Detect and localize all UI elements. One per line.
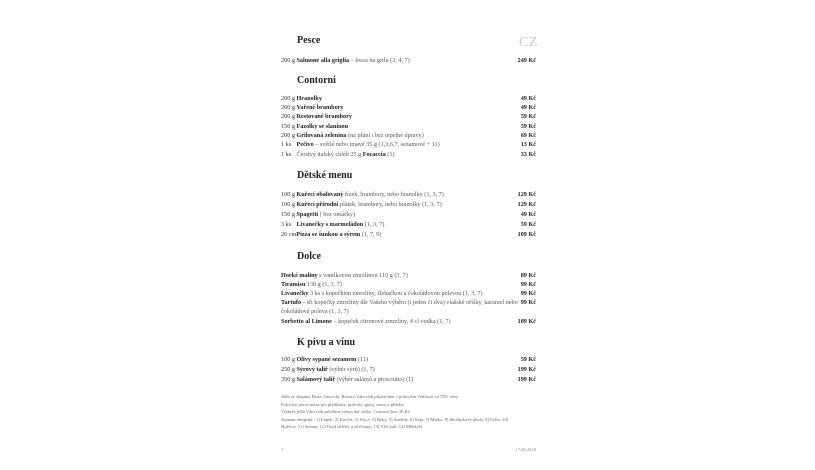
item-desc: (1, 7, 9) — [360, 231, 382, 238]
item-price: 69 Kč — [520, 132, 536, 139]
item-price: 33 Kč — [520, 151, 536, 158]
menu-item — [281, 190, 536, 199]
section-title-contorni: Contorni — [297, 75, 336, 86]
item-name: Lívanečky s marmeládou — [296, 221, 364, 228]
menu-item — [281, 94, 536, 103]
item-name: Pizza se šunkou a sýrem — [296, 231, 361, 238]
page-date: 17.06.2018 — [515, 447, 536, 452]
item-name: Sýrový talíř — [296, 366, 328, 373]
menu-item — [281, 140, 536, 149]
item-price: 89 Kč — [520, 272, 536, 279]
item-name: Pečivo — [296, 141, 314, 148]
item-qty: 1 ks — [281, 141, 292, 148]
item-price: 199 Kč — [517, 366, 536, 373]
item-desc: – kopeček citronové zmrzliny, 4 cl vodka (1, 7) — [331, 318, 451, 325]
item-desc: Čerstvý italský chléb 25 g — [296, 151, 363, 158]
language-label: CZ — [519, 35, 538, 50]
item-desc: – losos na grilu (3, 4, 7) — [349, 57, 410, 64]
footnote-line: Jídla ze skupiny Pasta, Gnocchi, Risotto Vám rádi připravíme v poloviční velikosti za 75% ceny. — [281, 394, 459, 399]
menu-item — [281, 365, 536, 374]
footnote-line: Seznam alergenů : 1) Lepek, 2) Korýši, 3) Vejce, 4) Ryby, 5) Arašídy, 6) Sója, 7) Mléko, 8) Skořápkové plody, 9) Celer, 10) — [281, 416, 509, 422]
item-qty: 1 ks — [281, 151, 292, 158]
item-name: Fazolky se slaninou — [296, 123, 349, 130]
item-qty: 350 g — [281, 376, 295, 383]
item-desc: s vanilkovou zmrzlinou 110 g (3, 7) — [317, 272, 408, 279]
item-name: Kuřecí obalovaný — [296, 191, 344, 198]
item-price: 49 Kč — [520, 211, 536, 218]
item-name: Spagetti — [296, 211, 319, 218]
item-price: 109 Kč — [517, 318, 536, 325]
item-desc: 130 g (1, 3, 7) — [305, 281, 342, 288]
menu-item — [281, 289, 536, 298]
menu-item — [281, 122, 536, 131]
menu-item — [281, 317, 536, 326]
menu-item — [281, 230, 536, 239]
item-qty: 200 g — [281, 132, 295, 139]
item-price: 129 Kč — [517, 191, 536, 198]
item-qty: 26 cm — [281, 231, 297, 238]
footnote-line: Hořčice, 11) Sezam, 12) Oxid siřičitý a siřičitany, 13) Vlčí bob, 14) Měkkýši — [281, 424, 423, 430]
item-name: Olivy sypané sezamem — [296, 356, 357, 363]
menu-item — [281, 271, 536, 280]
section-title-pesce: Pesce — [297, 35, 321, 46]
item-price: 129 Kč — [517, 201, 536, 208]
item-desc: řízek, brambory, nebo hranolky (1, 3, 7) — [343, 191, 444, 198]
item-price: 59 Kč — [520, 221, 536, 228]
item-price: 249 Kč — [517, 57, 536, 64]
item-price: 13 Kč — [520, 141, 536, 148]
item-qty: 200 g — [281, 104, 295, 111]
page-number: 3 — [281, 447, 284, 452]
item-name: Restované brambory — [296, 113, 352, 120]
item-qty: 100 g — [281, 356, 295, 363]
item-qty: 100 g — [281, 201, 295, 208]
item-price: 59 Kč — [520, 113, 536, 120]
item-name: Hranolky — [296, 95, 322, 102]
item-name: Grilovaná zelenina — [296, 132, 347, 139]
item-desc: (výběr salámů a prosciutto) (1) — [335, 376, 414, 383]
menu-item — [281, 355, 536, 364]
section-title-detske-menu: Dětské menu — [297, 170, 353, 181]
item-desc: – tři kopečky zmrzliny dle Vašeho výběru (i jeden či dva) vlašské oříšky, karamel nebo čokoládová poleva (1, 3, 7) — [281, 299, 518, 315]
section-title-k-pivu: K pivu a vínu — [297, 337, 356, 348]
menu-item — [281, 150, 536, 159]
footnote-line: Polovičn porce nelze pro předkrmy, polévky, pizzy, maso a přílohy. — [281, 401, 405, 407]
item-name: Lívanečky — [281, 290, 309, 297]
item-desc: (na přání i bez tepelné úpravy) — [346, 132, 424, 139]
item-desc: 3 ks s kopečkem zmrzliny, šlehačkou a čokoládovou polevou (1, 3, 7) — [308, 290, 483, 297]
item-qty: 200 g — [281, 113, 295, 120]
item-qty: 100 g — [281, 191, 295, 198]
item-price: 99 Kč — [520, 281, 536, 288]
item-desc: (1, 3, 7) — [363, 221, 385, 228]
item-name: Horké maliny — [281, 272, 318, 279]
item-qty: 200 g — [281, 57, 295, 64]
menu-item — [281, 56, 536, 65]
item-price: 99 Kč — [520, 299, 536, 306]
menu-item — [281, 280, 536, 289]
menu-item — [281, 103, 536, 112]
menu-item-wrapped — [281, 298, 529, 316]
menu-item — [281, 200, 536, 209]
item-price: 59 Kč — [520, 356, 536, 363]
item-name: Kuřecí přírodní — [296, 201, 339, 208]
item-price: 99 Kč — [520, 290, 536, 297]
item-qty: 150 g — [281, 211, 295, 218]
item-price: 49 Kč — [520, 95, 536, 102]
item-desc: (11) — [356, 356, 368, 363]
item-qty: 3 ks — [281, 221, 292, 228]
menu-item — [281, 210, 536, 219]
menu-item — [281, 375, 536, 384]
item-desc: (výběr sýrů) (1, 7) — [327, 366, 375, 373]
item-price: 199 Kč — [517, 376, 536, 383]
footnote-line: Veškerá jídla Vám rádi zabalíme sebou dař sáčky. Cestovní box 30 Kč. — [281, 409, 412, 415]
menu-item — [281, 112, 536, 121]
menu-item — [281, 131, 536, 140]
menu-item — [281, 220, 536, 229]
item-desc: plátek, brambory, nebo hranolky (1, 3, 7) — [338, 201, 442, 208]
item-price: 109 Kč — [517, 231, 536, 238]
item-name: Tartufo — [281, 299, 302, 306]
item-price: 59 Kč — [520, 123, 536, 130]
item-name: Salámový talíř — [296, 376, 336, 383]
item-desc: – světlé nebo tmavé 35 g (1,3,6,7, sezamové + 11) — [313, 141, 440, 148]
item-name: Sorbetto al Limone — [281, 318, 332, 325]
section-title-dolce: Dolce — [297, 251, 321, 262]
item-name: Vařené brambory — [296, 104, 344, 111]
item-desc: (1) — [385, 151, 395, 158]
item-name: Salmone alla griglia — [296, 57, 350, 64]
item-name: Focaccia — [362, 151, 386, 158]
footnotes — [281, 393, 536, 431]
item-name: Tiramisu — [281, 281, 306, 288]
item-qty: 200 g — [281, 95, 295, 102]
item-desc: ( bez omáčky) — [318, 211, 356, 218]
item-price: 49 Kč — [520, 104, 536, 111]
item-qty: 250 g — [281, 366, 295, 373]
item-qty: 150 g — [281, 123, 295, 130]
